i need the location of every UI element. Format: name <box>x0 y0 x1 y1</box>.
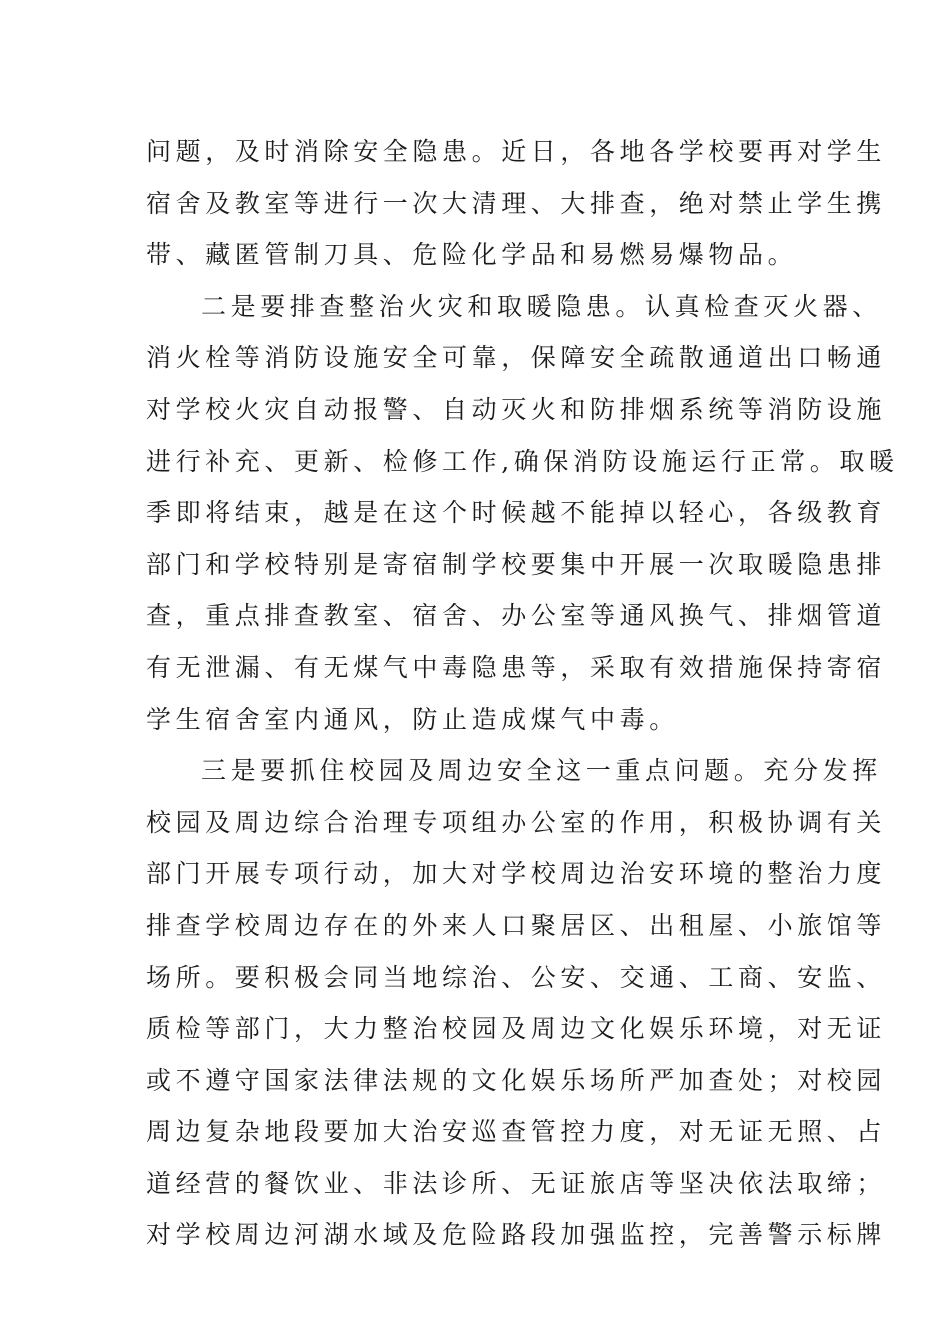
text-line: 问题，及时消除安全隐患。近日，各地各学校要再对学生 <box>146 137 887 166</box>
paragraph-start-line: 三是要抓住校园及周边安全这一重点问题。充分发挥 <box>201 756 882 786</box>
text-line: 部门和学校特别是寄宿制学校要集中开展一次取暖隐患排 <box>146 549 887 579</box>
text-line: 质检等部门，大力整治校园及周边文化娱乐环境，对无证 <box>146 1014 887 1044</box>
text-line: 部门开展专项行动，加大对学校周边治安环境的整治力度 <box>146 859 887 889</box>
text-line: 对学校周边河湖水域及危险路段加强监控，完善警示标牌 <box>146 1220 887 1250</box>
text-line: 场所。要积极会同当地综治、公安、交通、工商、安监、 <box>146 962 887 992</box>
text-line: 或不遵守国家法律法规的文化娱乐场所严加查处；对校园 <box>146 1065 887 1095</box>
text-line: 排查学校周边存在的外来人口聚居区、出租屋、小旅馆等 <box>146 910 887 940</box>
text-line: 进行补充、更新、检修工作,确保消防设施运行正常。取暖 <box>146 446 899 476</box>
document-body <box>146 126 899 1261</box>
text-line: 对学校火灾自动报警、自动灭火和防排烟系统等消防设施 <box>146 394 887 424</box>
text-line: 消火栓等消防设施安全可靠，保障安全疏散通道出口畅通 <box>146 343 887 373</box>
paragraph-start-line: 二是要排查整治火灾和取暖隐患。认真检查灭火器、 <box>201 291 882 321</box>
text-line: 查，重点排查教室、宿舍、办公室等通风换气、排烟管道 <box>146 601 887 631</box>
text-line: 周边复杂地段要加大治安巡查管控力度，对无证无照、占 <box>146 1117 887 1147</box>
text-line: 季即将结束，越是在这个时候越不能掉以轻心，各级教育 <box>146 498 887 528</box>
text-line: 带、藏匿管制刀具、危险化学品和易燃易爆物品。 <box>146 240 798 270</box>
text-line: 学生宿舍室内通风，防止造成煤气中毒。 <box>146 704 679 734</box>
text-line: 道经营的餐饮业、非法诊所、无证旅店等坚决依法取缔； <box>146 1168 887 1198</box>
text-line: 有无泄漏、有无煤气中毒隐患等，采取有效措施保持寄宿 <box>146 652 887 682</box>
text-line: 宿舍及教室等进行一次大清理、大排查，绝对禁止学生携 <box>146 188 887 218</box>
text-line: 校园及周边综合治理专项组办公室的作用，积极协调有关 <box>146 807 887 837</box>
